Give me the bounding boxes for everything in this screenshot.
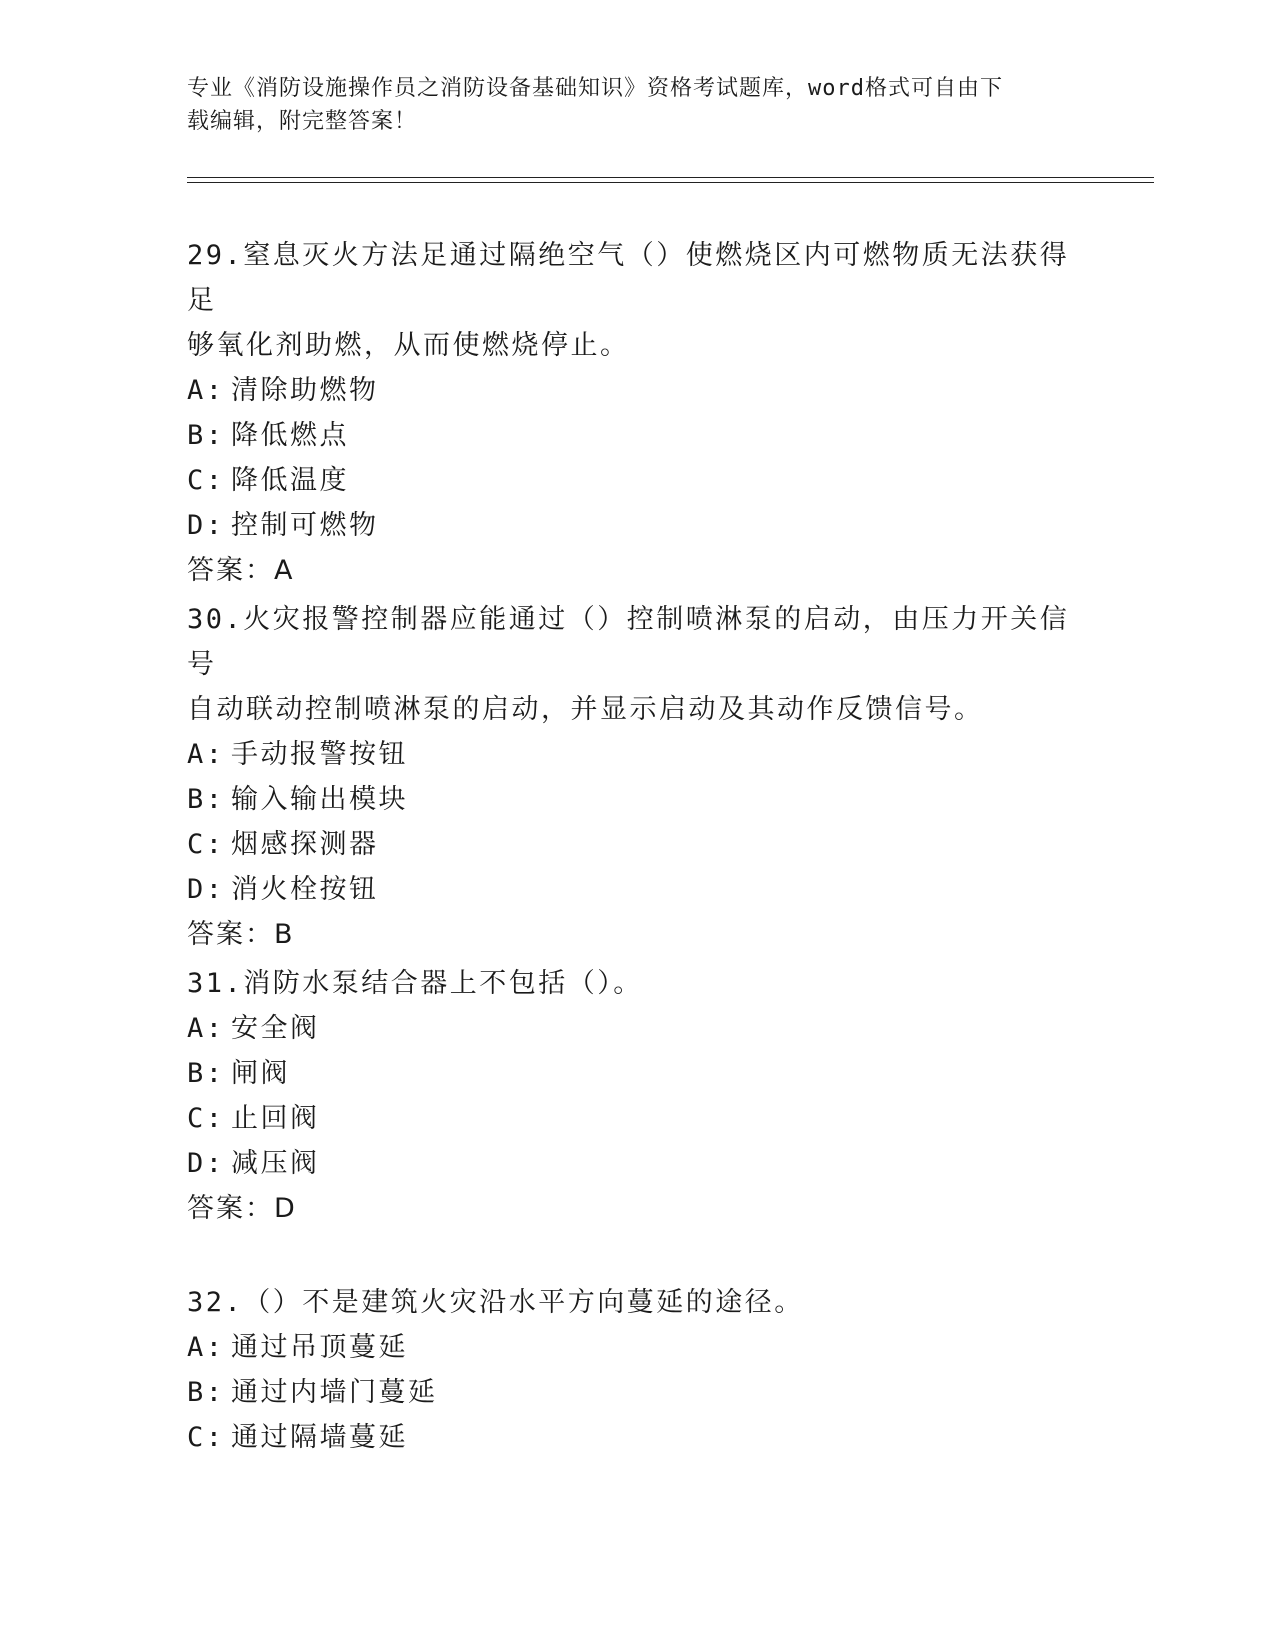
option-label: D: <box>187 1148 225 1179</box>
answer: 答案：B <box>187 919 295 950</box>
question-stem-line-1: 30.火灾报警控制器应能通过（）控制喷淋泵的启动，由压力开关信号 <box>187 604 1070 680</box>
option-b <box>187 1051 1087 1096</box>
question-stem <box>187 233 1087 368</box>
option-c <box>187 1096 1087 1141</box>
question-stem <box>187 961 1087 1006</box>
question-stem-line-1: 31.消防水泵结合器上不包括（）。 <box>187 968 643 999</box>
option-text: 清除助燃物 <box>231 375 379 406</box>
option-text: 手动报警按钮 <box>231 739 408 770</box>
option-text: 减压阀 <box>231 1148 320 1179</box>
option-c <box>187 458 1087 503</box>
question-31 <box>187 961 1087 1231</box>
header-divider-bottom <box>187 182 1154 183</box>
option-c <box>187 822 1087 867</box>
question-32 <box>187 1280 1087 1460</box>
option-a <box>187 1325 1087 1370</box>
option-label: B: <box>187 784 225 815</box>
header-divider-top <box>187 177 1154 178</box>
option-text: 烟感探测器 <box>231 829 379 860</box>
option-text: 通过隔墙蔓延 <box>231 1422 408 1453</box>
option-b <box>187 777 1087 822</box>
option-a <box>187 1006 1087 1051</box>
option-label: C: <box>187 829 225 860</box>
option-a <box>187 732 1087 777</box>
question-29 <box>187 233 1087 593</box>
option-label: C: <box>187 465 225 496</box>
option-label: C: <box>187 1422 225 1453</box>
option-text: 降低燃点 <box>231 420 349 451</box>
answer: 答案：D <box>187 1193 297 1224</box>
question-30 <box>187 597 1087 957</box>
option-d <box>187 503 1087 548</box>
option-label: D: <box>187 874 225 905</box>
option-text: 降低温度 <box>231 465 349 496</box>
option-text: 止回阀 <box>231 1103 320 1134</box>
question-stem-line-2: 够氧化剂助燃，从而使燃烧停止。 <box>187 330 630 361</box>
option-text: 通过内墙门蔓延 <box>231 1377 438 1408</box>
option-label: B: <box>187 1377 225 1408</box>
question-stem-line-1: 32.（）不是建筑火灾沿水平方向蔓延的途径。 <box>187 1287 804 1318</box>
option-text: 通过吊顶蔓延 <box>231 1332 408 1363</box>
option-d <box>187 867 1087 912</box>
question-stem <box>187 1280 1087 1325</box>
option-label: D: <box>187 510 225 541</box>
option-label: A: <box>187 1332 225 1363</box>
option-c <box>187 1415 1087 1460</box>
header-line-2: 载编辑，附完整答案！ <box>187 109 418 134</box>
option-label: A: <box>187 1013 225 1044</box>
option-label: C: <box>187 1103 225 1134</box>
option-text: 控制可燃物 <box>231 510 379 541</box>
option-text: 消火栓按钮 <box>231 874 379 905</box>
document-header <box>187 72 1087 138</box>
question-stem-line-2: 自动联动控制喷淋泵的启动，并显示启动及其动作反馈信号。 <box>187 694 984 725</box>
option-text: 闸阀 <box>231 1058 290 1089</box>
option-b <box>187 413 1087 458</box>
question-stem <box>187 597 1087 732</box>
option-a <box>187 368 1087 413</box>
option-d <box>187 1141 1087 1186</box>
header-line-1: 专业《消防设施操作员之消防设备基础知识》资格考试题库，word格式可自由下 <box>187 76 1003 101</box>
option-label: B: <box>187 420 225 451</box>
option-label: B: <box>187 1058 225 1089</box>
option-label: A: <box>187 375 225 406</box>
option-text: 安全阀 <box>231 1013 320 1044</box>
answer: 答案：A <box>187 555 295 586</box>
question-stem-line-1: 29.窒息灭火方法足通过隔绝空气（）使燃烧区内可燃物质无法获得足 <box>187 240 1070 316</box>
option-text: 输入输出模块 <box>231 784 408 815</box>
option-b <box>187 1370 1087 1415</box>
option-label: A: <box>187 739 225 770</box>
